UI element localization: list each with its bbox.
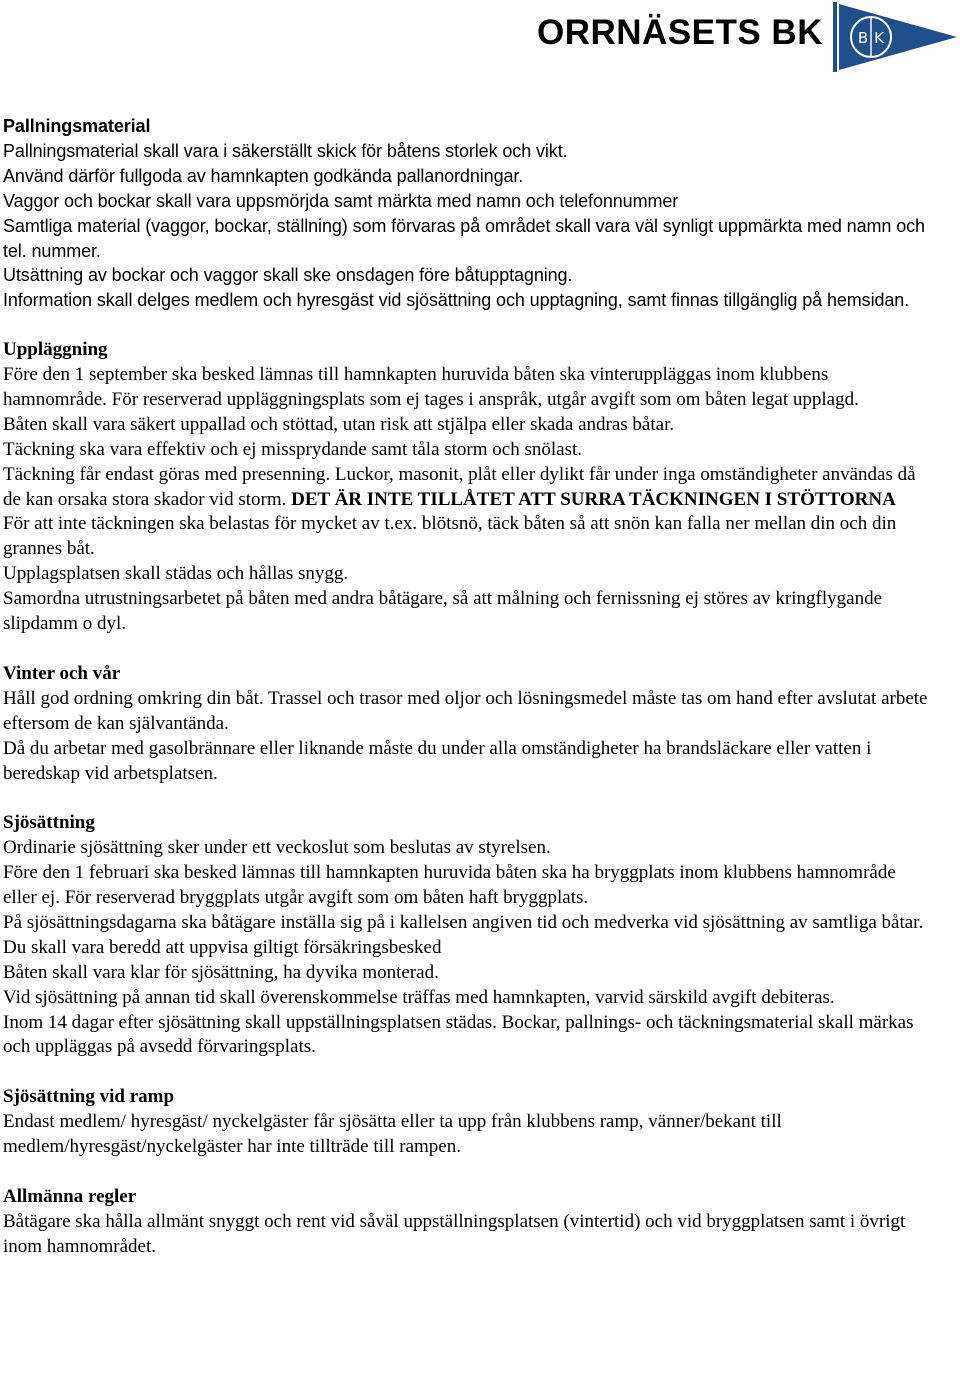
paragraph-line: Vid sjösättning på annan tid skall överenskommelse träffas med hamnkapten, varvid särskild avgift debiteras. bbox=[3, 986, 835, 1008]
section-title: Vinter och vår bbox=[3, 662, 121, 684]
paragraph-line: Då du arbetar med gasolbrännare eller liknande måste du under alla omständigheter ha brandsläckare eller vatten i beredskap vid arbetsplatsen. bbox=[3, 737, 872, 784]
paragraph-line: Båtägare ska hålla allmänt snyggt och rent vid såväl uppställningsplatsen (vintertid) och vid bryggplatsen samt i övrigt inom hamnområdet. bbox=[3, 1210, 906, 1257]
paragraph-line: Använd därför fullgoda av hamnkapten godkända pallanordningar. bbox=[3, 165, 524, 186]
section-sjosattning bbox=[3, 811, 933, 1060]
section-allmanna-regler bbox=[3, 1185, 933, 1260]
section-title: Sjösättning vid ramp bbox=[3, 1086, 175, 1108]
page-header bbox=[0, 0, 960, 80]
logo-monogram-k: K bbox=[874, 29, 884, 47]
section-title: Allmänna regler bbox=[3, 1185, 137, 1207]
paragraph-line: På sjösättningsdagarna ska båtägare inställa sig på i kallelsen angiven tid och medverka vid sjösättning av samtliga båtar. bbox=[3, 911, 924, 933]
paragraph-line: Information skall delges medlem och hyresgäst vid sjösättning och upptagning, samt finnas tillgänglig på hemsidan. bbox=[3, 290, 910, 311]
document-body bbox=[3, 114, 933, 1285]
paragraph-line: Samtliga material (vaggor, bockar, ställning) som förvaras på området skall vara väl synligt uppmärkta med namn och tel. nummer. bbox=[3, 215, 925, 261]
paragraph-line: Du skall vara beredd att uppvisa giltigt försäkringsbesked bbox=[3, 936, 442, 958]
section-title: Pallningsmaterial bbox=[3, 116, 151, 136]
paragraph-line: Före den 1 februari ska besked lämnas till hamnkapten huruvida båten ska ha bryggplats inom klubbens hamnområde eller ej. För reserverad bryggplats utgår avgift som om båten haft bryggplats. bbox=[3, 862, 896, 909]
paragraph-line: Håll god ordning omkring din båt. Trassel och trasor med oljor och lösningsmedel måste tas om hand efter avslutat arbete eftersom de kan självantända. bbox=[3, 687, 928, 734]
paragraph-line: Endast medlem/ hyresgäst/ nyckelgäster får sjösätta eller ta upp från klubbens ramp, vänner/bekant till medlem/hyresgäst/nyckelgäster har inte tillträde till rampen. bbox=[3, 1111, 782, 1158]
section-vinter-och-var bbox=[3, 662, 933, 787]
section-pallningsmaterial bbox=[3, 114, 933, 313]
paragraph-line: Ordinarie sjösättning sker under ett veckoslut som beslutas av styrelsen. bbox=[3, 837, 551, 859]
paragraph-line bbox=[3, 463, 933, 513]
paragraph-line: Före den 1 september ska besked lämnas till hamnkapten huruvida båten ska vinteruppläggas inom klubbens hamnområde. För reserverad uppläggningsplats som ej tages i anspråk, utgår avgift som om båten legat upplagd. bbox=[3, 364, 859, 410]
brand-name: ORRNÄSETS BK bbox=[536, 13, 823, 52]
section-sjosattning-vid-ramp bbox=[3, 1085, 933, 1160]
paragraph-line: Täckning ska vara effektiv och ej missprydande samt tåla storm och snölast. bbox=[3, 438, 582, 460]
club-burgee-flag-icon bbox=[833, 2, 959, 72]
section-title: Uppläggning bbox=[3, 339, 108, 361]
paragraph-line: Upplagsplatsen skall städas och hållas snygg. bbox=[3, 563, 349, 585]
paragraph-line: Båten skall vara klar för sjösättning, ha dyvika monterad. bbox=[3, 961, 439, 983]
paragraph-line: Pallningsmaterial skall vara i säkerställt skick för båtens storlek och vikt. bbox=[3, 140, 568, 161]
paragraph-line: Utsättning av bockar och vaggor skall ske onsdagen före båtupptagning. bbox=[3, 265, 573, 286]
paragraph-line: Inom 14 dagar efter sjösättning skall uppställningsplatsen städas. Bockar, pallnings- och täckningsmaterial skall märkas och uppläggas på avsedd förvaringsplats. bbox=[3, 1011, 914, 1058]
section-upplaggning bbox=[3, 338, 933, 637]
section-title: Sjösättning bbox=[3, 812, 95, 834]
paragraph-text: Täckning får endast göras med presenning. Luckor, masonit, plåt eller dylikt får under inga omständigheter användas då de kan orsaka stora skador vid storm. bbox=[3, 463, 916, 510]
paragraph-line: För att inte täckningen ska belastas för mycket av t.ex. blötsnö, täck båten så att snön kan falla ner mellan din och din grannes båt. bbox=[3, 513, 897, 560]
paragraph-line: Vaggor och bockar skall vara uppsmörjda samt märkta med namn och telefonnummer bbox=[3, 190, 679, 211]
warning-text: DET ÄR INTE TILLÅTET ATT SURRA TÄCKNINGEN I STÖTTORNA bbox=[291, 488, 896, 510]
paragraph-line: Samordna utrustningsarbetet på båten med andra båtägare, så att målning och fernissning ej störes av kringflygande slipdamm o dyl. bbox=[3, 588, 883, 635]
paragraph-line: Båten skall vara säkert uppallad och stöttad, utan risk att stjälpa eller skada andras båtar. bbox=[3, 413, 675, 435]
logo-monogram-b: B bbox=[857, 29, 869, 47]
